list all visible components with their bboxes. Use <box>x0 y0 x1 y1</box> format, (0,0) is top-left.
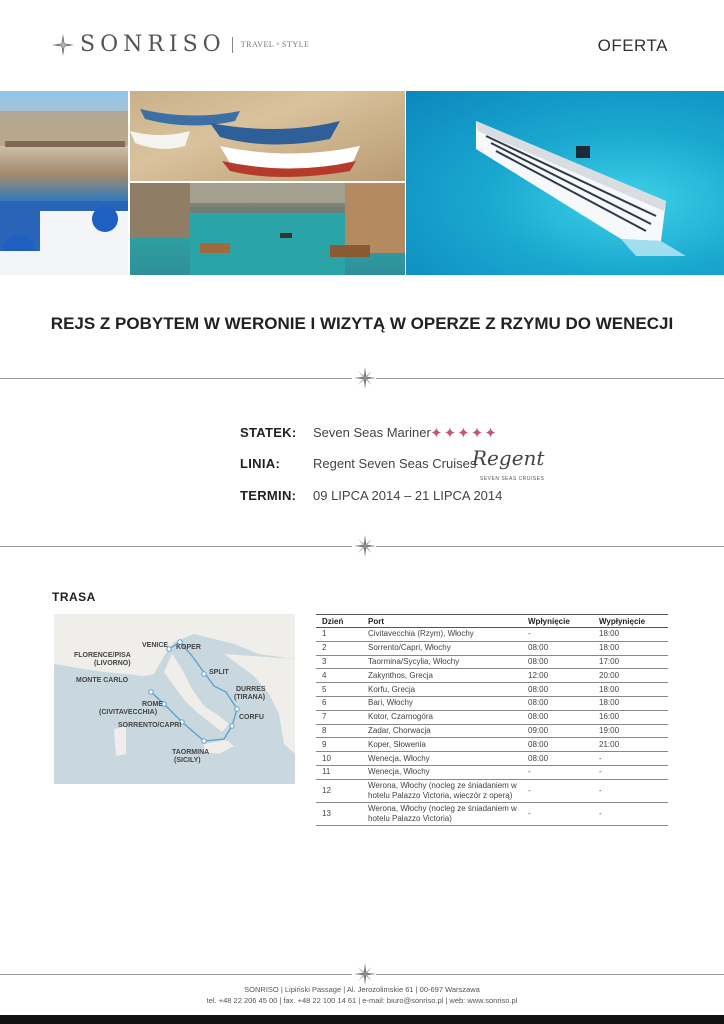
sonriso-logo[interactable] <box>52 32 309 57</box>
map-label-venice: VENICE <box>142 642 169 649</box>
footer-contact[interactable]: tel. +48 22 206 45 00 | fax. +48 22 100 14 61 | e-mail: biuro@sonriso.pl | web: www.sonriso.pl <box>206 996 518 1005</box>
compass-star-icon <box>52 34 74 56</box>
date-label: TERMIN: <box>240 488 297 503</box>
table-row: 11 Wenecja, Włochy - - <box>316 765 668 779</box>
compass-star-icon <box>354 963 376 985</box>
brand-tagline: TRAVEL ᵸ STYLE <box>240 40 310 49</box>
table-row: 2 Sorrento/Capri, Włochy 08:00 18:00 <box>316 641 668 655</box>
photo-venice-canal <box>130 183 405 275</box>
route-heading: TRASA <box>52 590 96 604</box>
map-label-sorrento: SORRENTO/CAPRI <box>118 722 182 729</box>
table-row: 6 Bari, Włochy 08:00 18:00 <box>316 696 668 710</box>
ship-value: Seven Seas Mariner <box>313 425 431 440</box>
compass-star-icon <box>354 367 376 389</box>
footer-divider <box>0 965 724 985</box>
map-label-corfu: CORFU <box>239 714 264 721</box>
map-label-sicily: (SICILY) <box>174 757 201 764</box>
map-label-taormina: TAORMINA <box>172 749 210 756</box>
map-label-koper: KOPER <box>176 644 201 651</box>
line-label: LINIA: <box>240 456 281 471</box>
brand-name: SONRISO <box>80 32 226 57</box>
table-row: 9 Koper, Słowenia 08:00 21:00 <box>316 738 668 752</box>
photo-fishing-boats <box>130 91 405 181</box>
logo-separator <box>232 37 233 53</box>
regent-logo: Regent SEVEN SEAS CRUISES <box>472 446 545 482</box>
table-row: 4 Zakynthos, Grecja 12:00 20:00 <box>316 669 668 683</box>
table-row: 13 Werona, Włochy (nocleg ze śniadaniem w hotelu Palazzo Victoria) - - <box>316 802 668 825</box>
photo-collage <box>0 91 724 275</box>
table-row: 1 Civitavecchia (Rzym), Włochy - 18:00 <box>316 628 668 642</box>
map-label-split: SPLIT <box>209 669 229 676</box>
page-footer <box>0 984 724 1006</box>
table-row: 10 Wenecja, Włochy 08:00 - <box>316 752 668 766</box>
column-header-arrival: Wpłynięcie <box>522 615 593 628</box>
footer-bar <box>0 1015 724 1024</box>
table-row: 8 Zadar, Chorwacja 09:00 19:00 <box>316 724 668 738</box>
route-map <box>54 614 295 784</box>
map-label-tirana: (TIRANA) <box>234 694 266 701</box>
table-row: 5 Korfu, Grecja 08:00 18:00 <box>316 683 668 697</box>
ship-label: STATEK: <box>240 425 297 440</box>
column-header-departure: Wypłynięcie <box>593 615 668 628</box>
page-header <box>0 0 724 90</box>
table-row: 3 Taormina/Sycylia, Włochy 08:00 17:00 <box>316 655 668 669</box>
footer-address: SONRISO | Lipiński Passage | Al. Jerozolimskie 61 | 00-697 Warszawa <box>244 985 480 994</box>
compass-star-icon <box>354 535 376 557</box>
photo-cruise-ship <box>406 91 724 275</box>
map-label-livorno: (LIVORNO) <box>94 660 131 667</box>
table-row: 12 Werona, Włochy (nocleg ze śniadaniem w hotelu Palazzo Victoria, wieczór z operą) - - <box>316 779 668 802</box>
ship-rating-stars: ✦✦✦✦✦ <box>430 425 498 442</box>
map-label-monte-carlo: MONTE CARLO <box>76 677 129 684</box>
column-header-day: Dzień <box>316 615 362 628</box>
table-header-row <box>316 615 668 628</box>
map-label-durres: DURRES <box>236 686 266 693</box>
column-header-port: Port <box>362 615 522 628</box>
map-label-civitavecchia: (CIVITAVECCHIA) <box>99 709 158 716</box>
map-label-florence: FLORENCE/PISA <box>74 652 131 659</box>
offer-title: REJS Z POBYTEM W WERONIE I WIZYTĄ W OPERZE Z RZYMU DO WENECJI <box>50 314 674 333</box>
section-divider <box>0 537 724 557</box>
itinerary-table <box>316 614 668 826</box>
section-divider <box>0 369 724 389</box>
offer-label: OFERTA <box>597 36 668 55</box>
table-row: 7 Kotor, Czarnogóra 08:00 16:00 <box>316 710 668 724</box>
map-label-rome: ROME <box>142 701 163 708</box>
line-value: Regent Seven Seas Cruises <box>313 456 477 471</box>
date-value: 09 LIPCA 2014 – 21 LIPCA 2014 <box>313 488 503 503</box>
photo-greek-island <box>0 91 128 275</box>
